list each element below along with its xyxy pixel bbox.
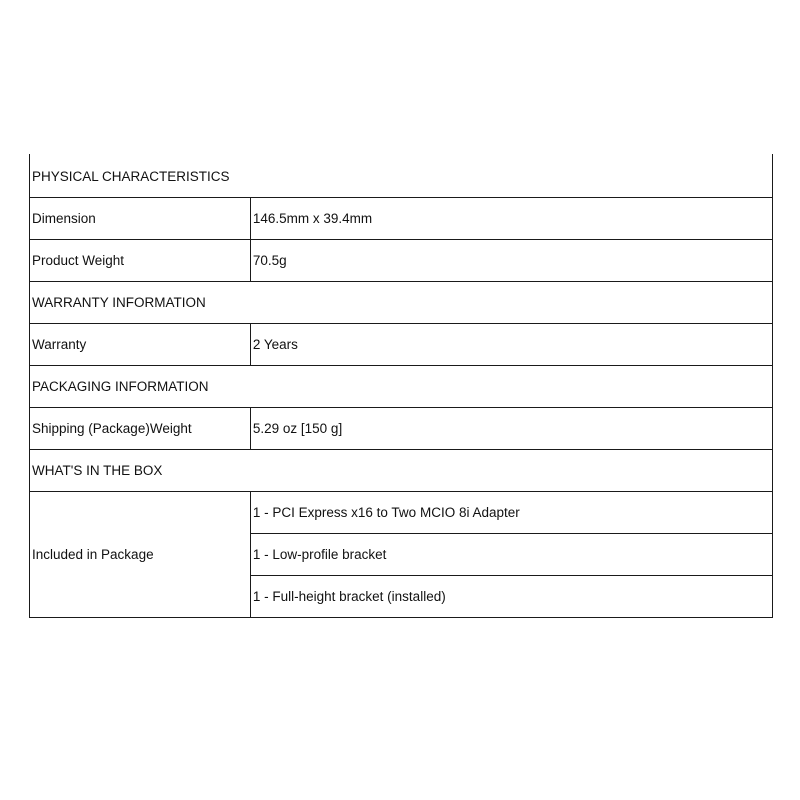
section-heading-row: [30, 366, 773, 408]
row-label-shipping-weight: Shipping (Package)Weight: [30, 408, 251, 450]
row-label-included: Included in Package: [30, 492, 251, 618]
table-row: [30, 492, 773, 534]
row-value-warranty: 2 Years: [250, 324, 772, 366]
section-heading-row: [30, 450, 773, 492]
row-value-shipping-weight: 5.29 oz [150 g]: [250, 408, 772, 450]
row-label-warranty: Warranty: [30, 324, 251, 366]
section-heading-physical: PHYSICAL CHARACTERISTICS: [30, 154, 773, 198]
section-heading-warranty: WARRANTY INFORMATION: [30, 282, 773, 324]
table-row: [30, 324, 773, 366]
included-item: 1 - PCI Express x16 to Two MCIO 8i Adapter: [250, 492, 772, 534]
included-item: 1 - Full-height bracket (installed): [250, 576, 772, 618]
row-label-product-weight: Product Weight: [30, 240, 251, 282]
row-value-dimension: 146.5mm x 39.4mm: [250, 198, 772, 240]
table-row: [30, 198, 773, 240]
table-row: [30, 240, 773, 282]
section-heading-packaging: PACKAGING INFORMATION: [30, 366, 773, 408]
table-row: [30, 408, 773, 450]
section-heading-row: [30, 282, 773, 324]
row-value-product-weight: 70.5g: [250, 240, 772, 282]
spec-table: [29, 154, 773, 618]
row-label-dimension: Dimension: [30, 198, 251, 240]
section-heading-box: WHAT'S IN THE BOX: [30, 450, 773, 492]
included-item: 1 - Low-profile bracket: [250, 534, 772, 576]
section-heading-row: [30, 154, 773, 198]
